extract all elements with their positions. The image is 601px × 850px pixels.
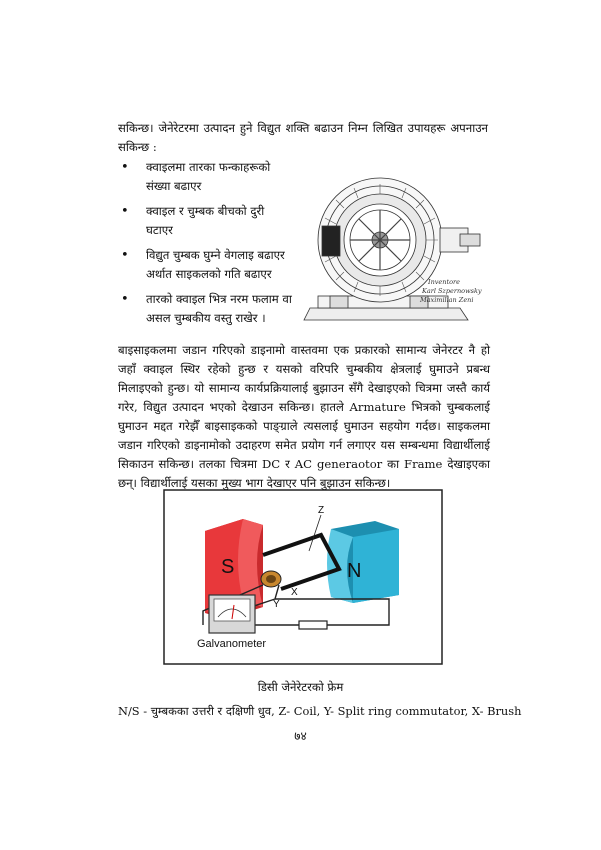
generator-engraving-figure	[300, 168, 490, 334]
bullet-item: • तारको क्वाइल भित्र नरम फलाम वा असल चुम्बकीय वस्तु राखेर ।	[118, 290, 293, 328]
galvanometer	[209, 595, 255, 633]
bullet-item: • विद्युत चुम्बक घुम्ने वेगलाइ बढाएर अर्थात साइकलको गति बढाएर	[118, 246, 293, 284]
inscription-line: Karl Szpernowsky	[422, 287, 482, 295]
bullet-item: • क्वाइल र चुम्बक बीचको दुरी घटाएर	[118, 202, 293, 240]
magnet-label-n: N	[347, 560, 362, 582]
body-paragraph: बाइसाइकलमा जडान गरिएको डाइनामो वास्तवमा एक प्रकारको सामान्य जेनेरटर नै हो जहाँ क्वाइल स्थिर रहेको हुन्छ र यसको वरिपरि चुम्बकीय क्षेत्रलाई घुमाउने प्रबन्ध मिलाइएको हुन्छ। यो सामान्य कार्यप्रक्रियालाई बुझाउन सँगै देखाइएको चित्रमा जस्तै कार्य गरेर, विद्युत उत्पादन भएको देखाउन सकिन्छ। हातले Armature भित्रको चुम्बकलाई घुमाउन मद्दत गरेझैँ बाइसाइकको पाङ्ग्राले त्यसलाई घुमाउन सहयोग गर्दछ। साइकलमा जडान गरिएको डाइनामोको उदाहरण समेत प्रयोग गर्न लगाएर यस सम्बन्धमा विद्यार्थीलाई सिकाउन सकिन्छ। तलका चित्रमा DC र AC generaotor का Frame देखाइएका छन्। विद्यार्थीलाई यसका मुख्य भाग देखाएर पनि बुझाउन सकिन्छ।	[118, 343, 490, 490]
inscription-line: Maximilian Zeni	[420, 296, 474, 304]
coil-label-z: Z	[318, 505, 325, 516]
resistor	[299, 621, 327, 629]
commutator-label-y: Y	[273, 599, 280, 610]
split-ring-commutator	[261, 571, 281, 587]
inscription-line: Inventore	[428, 278, 460, 286]
galvanometer-label: Galvanometer	[197, 638, 267, 650]
magnet-label-s: S	[221, 556, 235, 578]
north-magnet	[327, 521, 399, 603]
brush-label-x: X	[291, 587, 298, 598]
bullet-list	[118, 158, 293, 334]
figure-caption: डिसी जेनेरेटरको फ्रेम	[257, 680, 344, 694]
intro-paragraph: सकिन्छ। जेनेरेटरमा उत्पादन हुने विद्युत शक्ति बढाउन निम्न लिखित उपायहरू अपनाउन सकिन्छ :	[118, 121, 488, 154]
page-number: ७४	[294, 729, 307, 743]
bullet-item: • क्वाइलमा तारका फन्काहरूको संख्या बढाएर	[118, 158, 293, 196]
dc-generator-diagram	[163, 489, 443, 665]
figure-legend: N/S - चुम्बकका उत्तरी र दक्षिणी धुव, Z- Coil, Y- Split ring commutator, X- Brush	[118, 704, 522, 718]
